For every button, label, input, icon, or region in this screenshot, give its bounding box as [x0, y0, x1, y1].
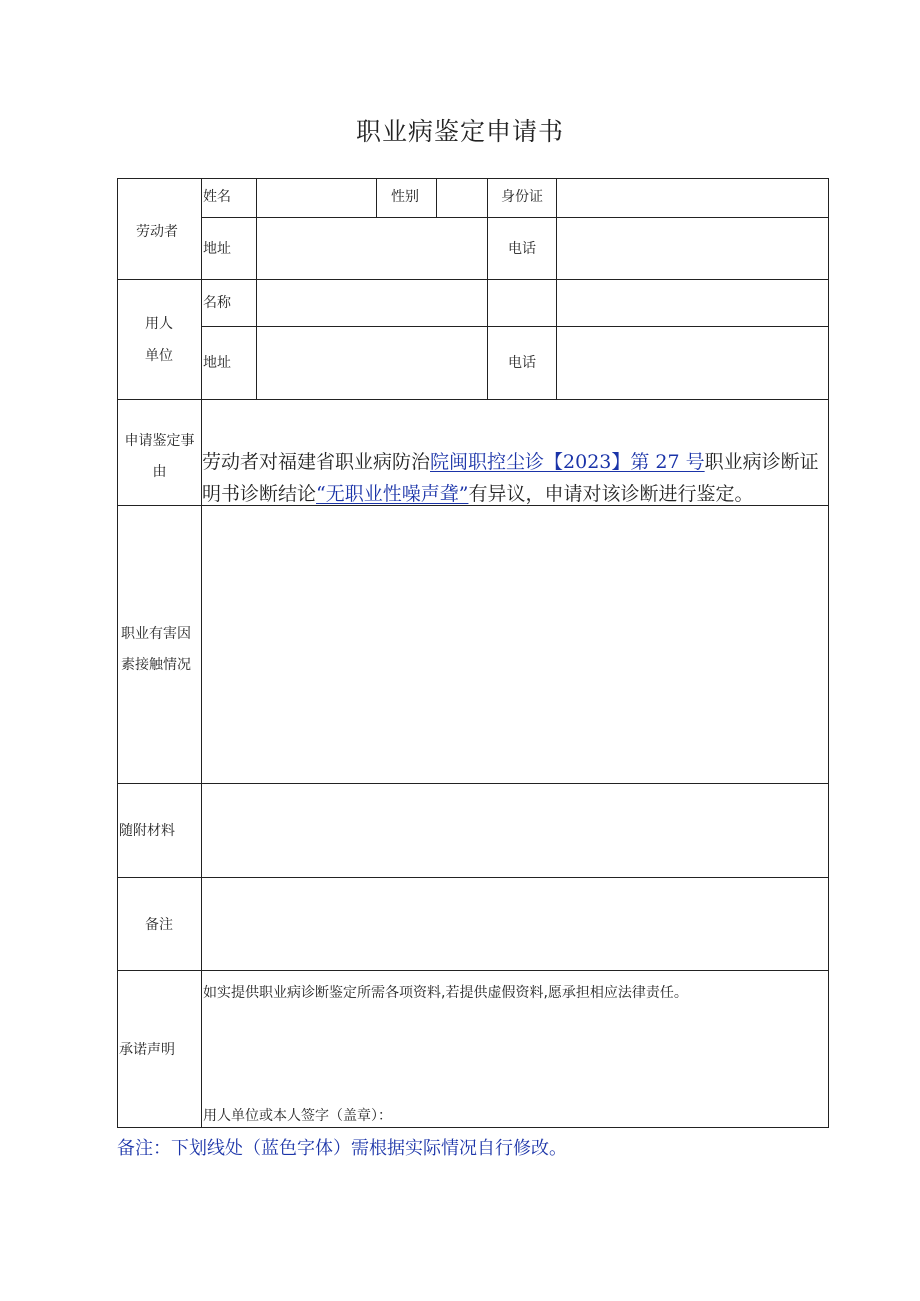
- worker-phone-field[interactable]: [557, 218, 827, 278]
- exposure-label-line2: 素接触情况: [121, 657, 191, 673]
- reason-label-line1: 申请鉴定事: [124, 433, 195, 449]
- promise-label: 承诺声明: [119, 1042, 175, 1058]
- employer-name-field[interactable]: [257, 280, 486, 325]
- employer-address-label: 地址: [203, 355, 231, 371]
- reason-text-part1: 劳动者对福建省职业病防治: [202, 451, 431, 473]
- worker-phone-label: 电话: [508, 241, 536, 257]
- exposure-label-line1: 职业有害因: [121, 626, 191, 642]
- remarks-field[interactable]: [202, 878, 827, 969]
- table-border-left: [117, 178, 118, 1128]
- worker-section-label: 劳动者: [136, 224, 178, 240]
- worker-id-label: 身份证: [501, 189, 543, 205]
- attachments-field[interactable]: [202, 784, 827, 876]
- promise-text: 如实提供职业病诊断鉴定所需各项资料,若提供虚假资料,愿承担相应法律责任。: [203, 985, 688, 1001]
- table-border-right: [828, 178, 829, 1128]
- table-border-bottom: [117, 1127, 829, 1128]
- col-divider: [376, 178, 377, 217]
- col-divider: [487, 178, 488, 399]
- reason-label-line2: 由: [152, 464, 167, 480]
- exposure-field[interactable]: [202, 506, 827, 782]
- signature-line: 用人单位或本人签字（盖章）：: [203, 1108, 392, 1124]
- reason-text-part3: 有异议，申请对该诊断进行鉴定。: [468, 483, 754, 505]
- footer-note: 备注：下划线处（蓝色字体）需根据实际情况自行修改。: [117, 1138, 567, 1159]
- employer-name-label: 名称: [203, 295, 231, 311]
- row-divider: [117, 399, 829, 400]
- worker-address-field[interactable]: [257, 218, 486, 278]
- employer-phone-label: 电话: [508, 355, 536, 371]
- diagnosis-number: 院闽职控尘诊【2023】第 27 号: [430, 451, 705, 473]
- reason-text[interactable]: [202, 446, 827, 510]
- worker-id-field[interactable]: [557, 179, 827, 216]
- employer-phone-field[interactable]: [557, 327, 827, 398]
- worker-gender-label: 性别: [391, 189, 419, 205]
- employer-section-label-line2: 单位: [145, 348, 173, 364]
- diagnosis-conclusion: “无职业性噪声聋”: [316, 483, 469, 505]
- reason-text-part2: 职业病诊断证明书诊断结论: [202, 451, 819, 505]
- worker-name-label: 姓名: [203, 189, 231, 205]
- employer-address-field[interactable]: [257, 327, 486, 398]
- attachments-label: 随附材料: [119, 823, 175, 839]
- worker-address-label: 地址: [203, 241, 231, 257]
- remarks-label: 备注: [145, 917, 173, 933]
- worker-gender-field[interactable]: [437, 179, 486, 216]
- page-title: 职业病鉴定申请书: [355, 117, 564, 146]
- worker-name-field[interactable]: [257, 179, 375, 216]
- row-divider: [117, 970, 829, 971]
- employer-section-label-line1: 用人: [145, 316, 173, 332]
